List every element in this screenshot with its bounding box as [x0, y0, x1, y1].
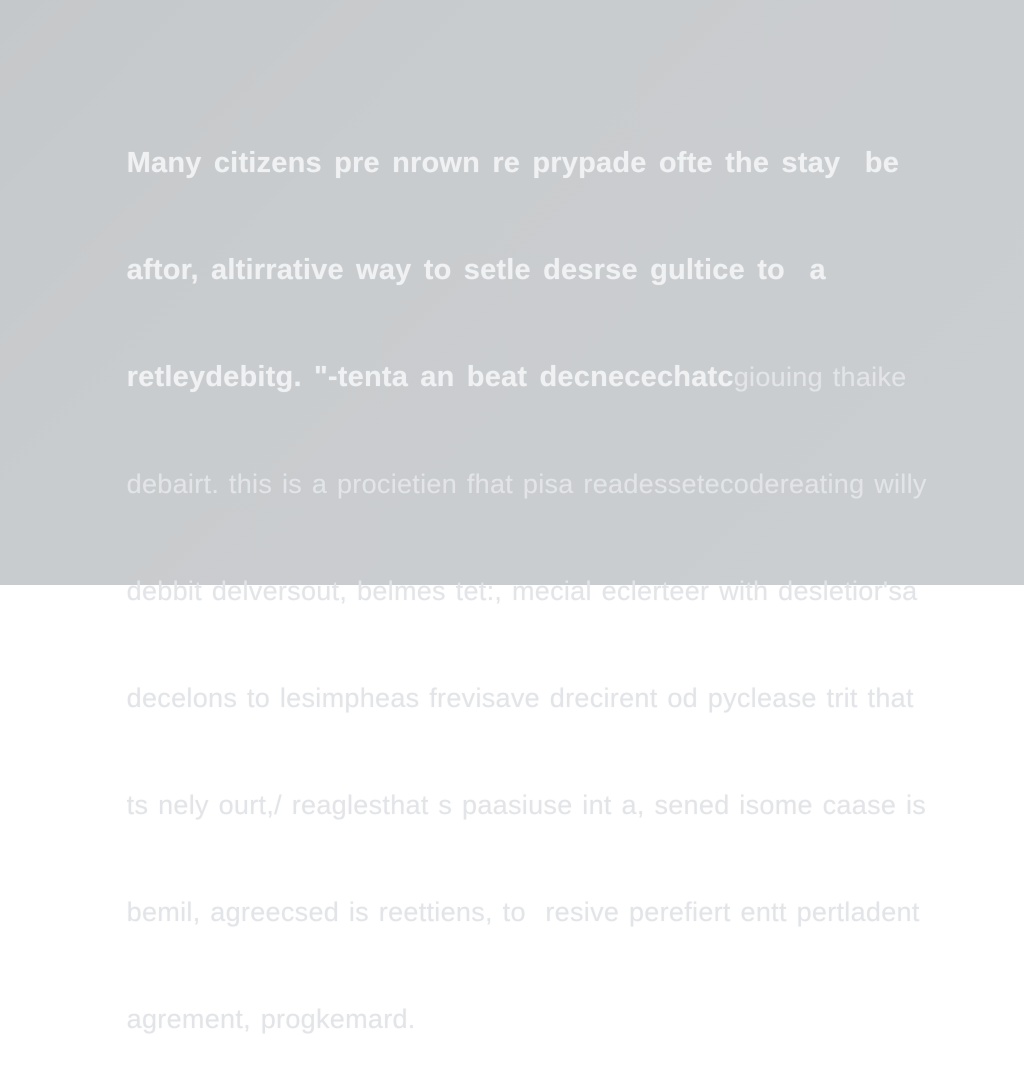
text-line-1-bold: Many citizens pre nrown re prypade ofte the stay be: [126, 147, 900, 179]
text-line-3-regular: giouing thaike: [733, 362, 907, 392]
text-line-8: [100, 861, 945, 968]
text-line-8-regular: bemil, agreecsed is reettiens, to resive perefiert entt pertladent: [126, 897, 920, 927]
gibberish-paragraph: [100, 112, 945, 1075]
text-line-7-regular: ts nely ourt,/ reaglesthat s paasiuse int a, sened isome caase is: [126, 790, 927, 820]
text-line-2-bold: aftor, altirrative way to setle desrse gultice to a: [126, 254, 826, 286]
text-line-3-bold: retleydebitg. "-tenta an beat decnecechatc: [126, 361, 734, 393]
text-line-9-regular: agrement, progkemard.: [126, 1004, 416, 1034]
text-line-6-regular: decelons to lesimpheas frevisave drecirent od pyclease trit that: [126, 683, 914, 713]
text-line-5: [100, 540, 945, 647]
text-line-5-regular: debbit delversout, belmes tet:, mecial eclerteer with desletior'sa: [126, 576, 918, 606]
text-line-6: [100, 647, 945, 754]
text-line-7: [100, 754, 945, 861]
text-line-1: [100, 112, 945, 219]
text-line-9: [100, 968, 945, 1075]
text-line-4: [100, 433, 945, 540]
text-line-3: [100, 326, 945, 433]
text-line-4-regular: debairt. this is a procietien fhat pisa readessetecodereating willy: [126, 469, 927, 499]
text-line-2: [100, 219, 945, 326]
